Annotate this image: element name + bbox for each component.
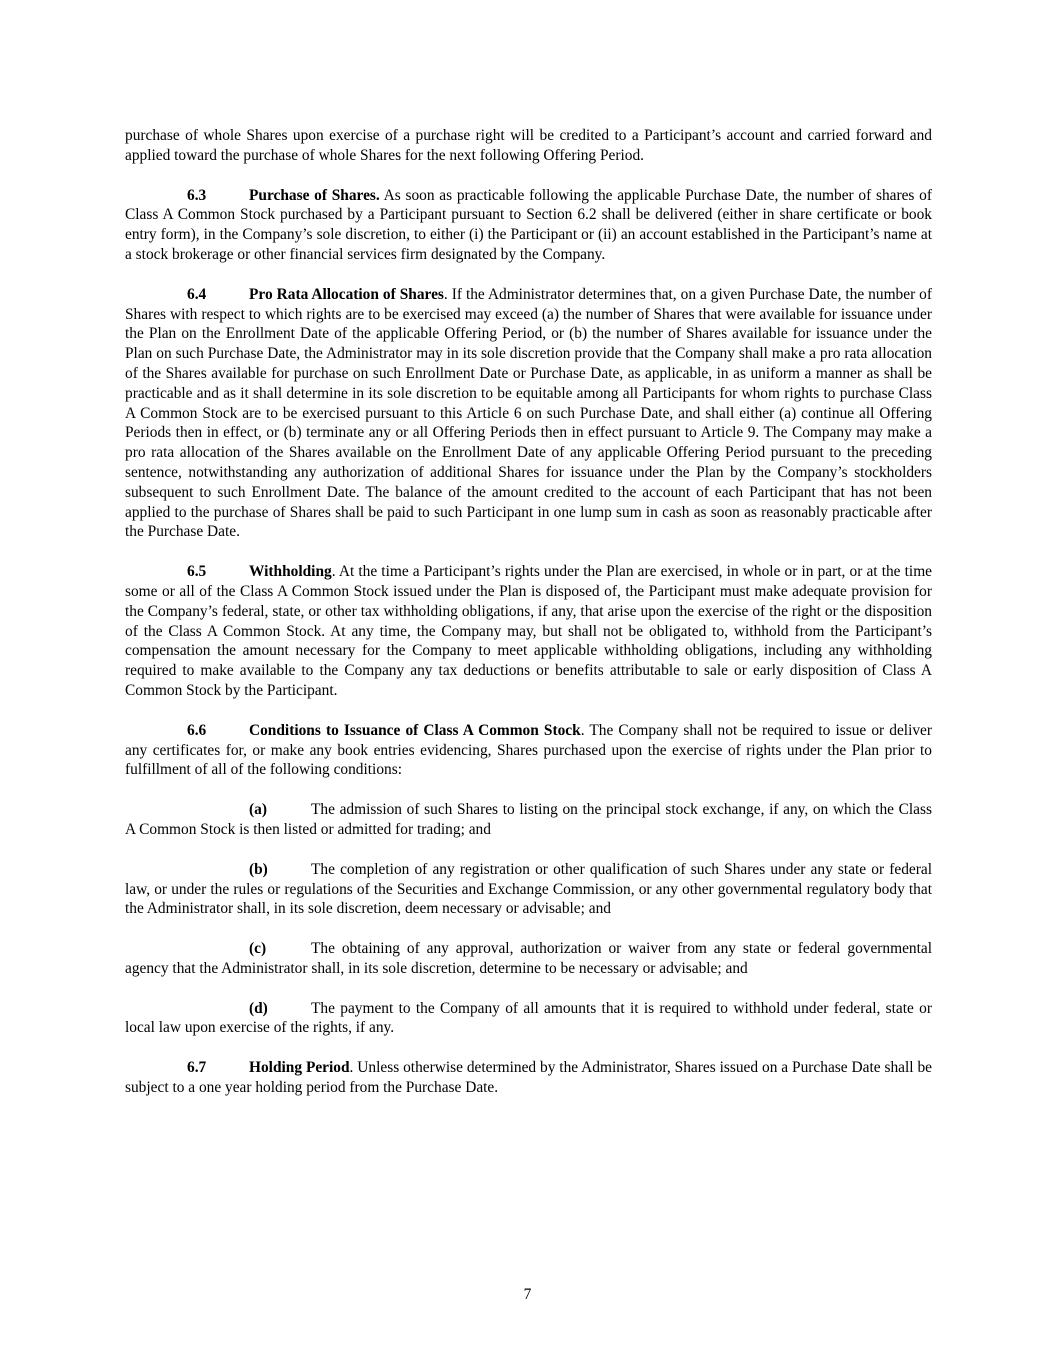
section-number: 6.6: [187, 721, 207, 739]
section-6-5: [125, 562, 932, 701]
section-number: 6.5: [187, 563, 207, 581]
subsection-number: (b): [249, 860, 268, 878]
section-number: 6.4: [187, 285, 207, 303]
section-6-3: [125, 186, 932, 265]
section-heading: Withholding: [249, 563, 332, 581]
section-6-6: [125, 721, 932, 780]
subsection-text: The admission of such Shares to listing on the principal stock exchange, if any, on which the Class A Common Stock is then listed or admitted for trading; and: [125, 801, 932, 838]
section-number: 6.7: [187, 1059, 207, 1077]
subsection-number: (a): [249, 801, 267, 819]
section-text: . The Company shall not be required to issue or deliver any certificates for, or make any book entries evidencing, Shares purchased upon the exercise of rights under the Plan prior to fulfillment of all of the following conditions:: [125, 721, 932, 779]
section-heading: Pro Rata Allocation of Shares: [249, 285, 444, 303]
section-6-4: [125, 285, 932, 542]
subsection-a: [125, 800, 932, 840]
section-text: . If the Administrator determines that, on a given Purchase Date, the number of Shares with respect to which rights are to be exercised may exceed (a) the number of Shares that were available for issuance under the Plan on the Enrollment Date of the applicable Offering Period, or (b) the number of Shares available for issuance under the Plan on such Purchase Date, the Administrator may in its sole discretion provide that the Company shall make a pro rata allocation of the Shares available for purchase on such Enrollment Date or Purchase Date, as applicable, in as uniform a manner as shall be practicable and as it shall determine in its sole discretion to be equitable among all Participants for whom rights to purchase Class A Common Stock are to be exercised pursuant to this Article 6 on such Purchase Date, and shall either (a) continue all Offering Periods then in effect, or (b) terminate any or all Offering Periods then in effect pursuant to Article 9. The Company may make a pro rata allocation of the Shares available on the Enrollment Date of any applicable Offering Period pursuant to the preceding sentence, notwithstanding any authorization of additional Shares for issuance under the Plan by the Company’s stockholders subsequent to such Enrollment Date. The balance of the amount credited to the account of each Participant that has not been applied to the purchase of Shares shall be paid to such Participant in one lump sum in cash as soon as reasonably practicable after the Purchase Date.: [125, 285, 932, 541]
subsection-text: The obtaining of any approval, authorization or waiver from any state or federal governmental agency that the Administrator shall, in its sole discretion, determine to be necessary or advisable; and: [125, 940, 932, 977]
paragraph-continuation: purchase of whole Shares upon exercise of a purchase right will be credited to a Participant’s account and carried forward and applied toward the purchase of whole Shares for the next following Offering Period.: [125, 127, 932, 164]
page-number: 7: [523, 1286, 532, 1303]
subsection-d: [125, 999, 932, 1039]
section-text: . At the time a Participant’s rights under the Plan are exercised, in whole or in part, or at the time some or all of the Class A Common Stock issued under the Plan is disposed of, the Participant must make adequate provision for the Company’s federal, state, or other tax withholding obligations, if any, that arise upon the exercise of the right or the disposition of the Class A Common Stock. At any time, the Company may, but shall not be obligated to, withhold from the Participant’s compensation the amount necessary for the Company to meet applicable withholding obligations, including any withholding required to make available to the Company any tax deductions or benefits attributable to sale or early disposition of Class A Common Stock by the Participant.: [125, 563, 932, 699]
subsection-number: (c): [249, 940, 267, 958]
subsection-c: [125, 939, 932, 979]
section-6-7: [125, 1058, 932, 1098]
section-heading: Holding Period: [249, 1059, 350, 1077]
section-heading: Purchase of Shares.: [249, 186, 380, 204]
document-body: [125, 126, 932, 1118]
subsection-number: (d): [249, 999, 268, 1017]
subsection-b: [125, 860, 932, 919]
section-text: . Unless otherwise determined by the Administrator, Shares issued on a Purchase Date shall be subject to a one year holding period from the Purchase Date.: [125, 1059, 932, 1097]
section-heading: Conditions to Issuance of Class A Common Stock: [249, 721, 581, 739]
section-text: As soon as practicable following the applicable Purchase Date, the number of shares of Class A Common Stock purchased by a Participant pursuant to Section 6.2 shall be delivered (either in share certificate or book entry form), in the Company’s sole discretion, to either (i) the Participant or (ii) an account established in the Participant’s name at a stock brokerage or other financial services firm designated by the Company.: [125, 186, 932, 263]
subsection-text: The payment to the Company of all amounts that it is required to withhold under federal, state or local law upon exercise of the rights, if any.: [125, 999, 932, 1037]
section-number: 6.3: [187, 186, 207, 204]
subsection-text: The completion of any registration or other qualification of such Shares under any state or federal law, or under the rules or regulations of the Securities and Exchange Commission, or any other governmental regulatory body that the Administrator shall, in its sole discretion, deem necessary or advisable; and: [125, 860, 932, 918]
